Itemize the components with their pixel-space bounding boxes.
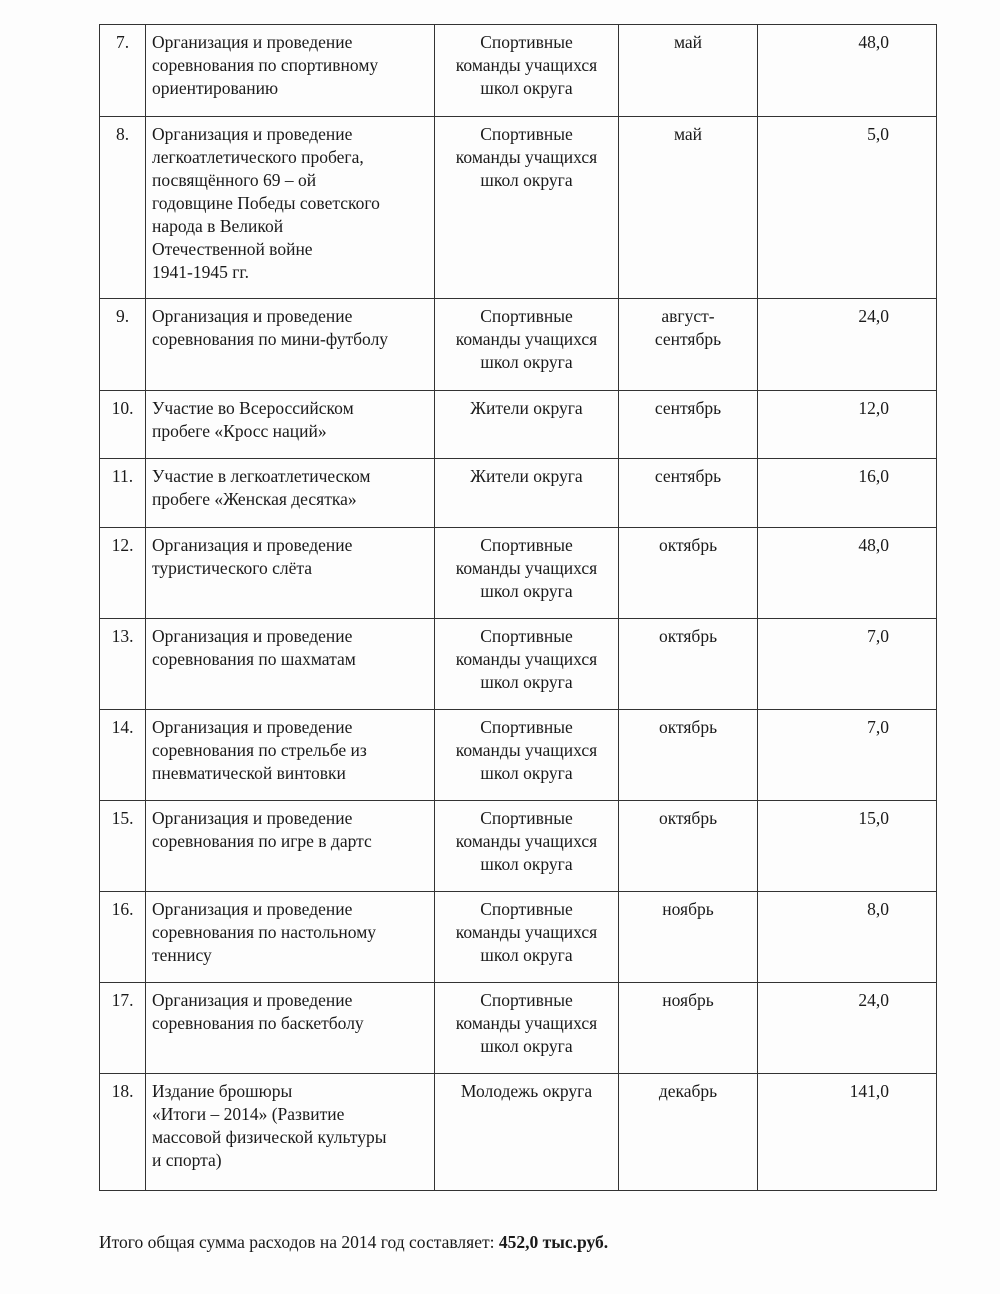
table-row <box>100 117 937 299</box>
table-row <box>100 1074 937 1191</box>
date-cell: сентябрь <box>619 459 758 528</box>
date-cell: ноябрь <box>619 892 758 983</box>
event-cell: Организация и проведение легкоатлетического пробега, посвящённого 69 – ой годовщине Победы советского народа в Великой Отечественной войне 1941-1945 гг. <box>146 117 435 299</box>
date-cell: октябрь <box>619 710 758 801</box>
total-label: Итого общая сумма расходов на 2014 год составляет: <box>99 1232 499 1252</box>
row-number: 10. <box>100 391 146 459</box>
participants-cell: Спортивные команды учащихся школ округа <box>435 25 619 117</box>
participants-cell: Жители округа <box>435 391 619 459</box>
event-cell: Организация и проведение соревнования по баскетболу <box>146 983 435 1074</box>
date-cell: август- сентябрь <box>619 299 758 391</box>
event-cell: Участие в легкоатлетическом пробеге «Женская десятка» <box>146 459 435 528</box>
row-number: 13. <box>100 619 146 710</box>
date-cell: октябрь <box>619 528 758 619</box>
date-cell: октябрь <box>619 801 758 892</box>
table-row <box>100 710 937 801</box>
row-number: 8. <box>100 117 146 299</box>
date-cell: октябрь <box>619 619 758 710</box>
date-cell: декабрь <box>619 1074 758 1191</box>
event-cell: Организация и проведение соревнования по шахматам <box>146 619 435 710</box>
row-number: 12. <box>100 528 146 619</box>
participants-cell: Спортивные команды учащихся школ округа <box>435 710 619 801</box>
event-cell: Издание брошюры «Итоги – 2014» (Развитие массовой физической культуры и спорта) <box>146 1074 435 1191</box>
event-cell: Организация и проведение соревнования по стрельбе из пневматической винтовки <box>146 710 435 801</box>
participants-cell: Спортивные команды учащихся школ округа <box>435 117 619 299</box>
participants-cell: Жители округа <box>435 459 619 528</box>
participants-cell: Спортивные команды учащихся школ округа <box>435 801 619 892</box>
total-value: 452,0 тыс.руб. <box>498 1232 609 1252</box>
sum-cell: 8,0 <box>758 892 937 983</box>
date-cell: май <box>619 25 758 117</box>
table-row <box>100 299 937 391</box>
sum-cell: 7,0 <box>758 710 937 801</box>
expenses-table <box>99 24 937 1191</box>
date-cell: сентябрь <box>619 391 758 459</box>
row-number: 11. <box>100 459 146 528</box>
sum-cell: 5,0 <box>758 117 937 299</box>
participants-cell: Спортивные команды учащихся школ округа <box>435 892 619 983</box>
event-cell: Участие во Всероссийском пробеге «Кросс наций» <box>146 391 435 459</box>
row-number: 17. <box>100 983 146 1074</box>
table-row <box>100 459 937 528</box>
event-cell: Организация и проведение соревнования по спортивному ориентированию <box>146 25 435 117</box>
sum-cell: 48,0 <box>758 25 937 117</box>
sum-cell: 24,0 <box>758 983 937 1074</box>
participants-cell: Спортивные команды учащихся школ округа <box>435 983 619 1074</box>
event-cell: Организация и проведение соревнования по игре в дартс <box>146 801 435 892</box>
row-number: 15. <box>100 801 146 892</box>
table-row <box>100 25 937 117</box>
event-cell: Организация и проведение соревнования по настольному теннису <box>146 892 435 983</box>
row-number: 9. <box>100 299 146 391</box>
total-line <box>99 1232 608 1253</box>
table-row <box>100 801 937 892</box>
row-number: 14. <box>100 710 146 801</box>
table-row <box>100 983 937 1074</box>
participants-cell: Спортивные команды учащихся школ округа <box>435 528 619 619</box>
date-cell: ноябрь <box>619 983 758 1074</box>
sum-cell: 16,0 <box>758 459 937 528</box>
table-body <box>100 25 937 1191</box>
row-number: 7. <box>100 25 146 117</box>
table-row <box>100 391 937 459</box>
sum-cell: 15,0 <box>758 801 937 892</box>
table-row <box>100 619 937 710</box>
participants-cell: Молодежь округа <box>435 1074 619 1191</box>
sum-cell: 48,0 <box>758 528 937 619</box>
sum-cell: 141,0 <box>758 1074 937 1191</box>
sum-cell: 7,0 <box>758 619 937 710</box>
date-cell: май <box>619 117 758 299</box>
row-number: 16. <box>100 892 146 983</box>
sum-cell: 12,0 <box>758 391 937 459</box>
participants-cell: Спортивные команды учащихся школ округа <box>435 619 619 710</box>
row-number: 18. <box>100 1074 146 1191</box>
event-cell: Организация и проведение соревнования по мини-футболу <box>146 299 435 391</box>
table-row <box>100 892 937 983</box>
sum-cell: 24,0 <box>758 299 937 391</box>
event-cell: Организация и проведение туристического слёта <box>146 528 435 619</box>
table-row <box>100 528 937 619</box>
participants-cell: Спортивные команды учащихся школ округа <box>435 299 619 391</box>
